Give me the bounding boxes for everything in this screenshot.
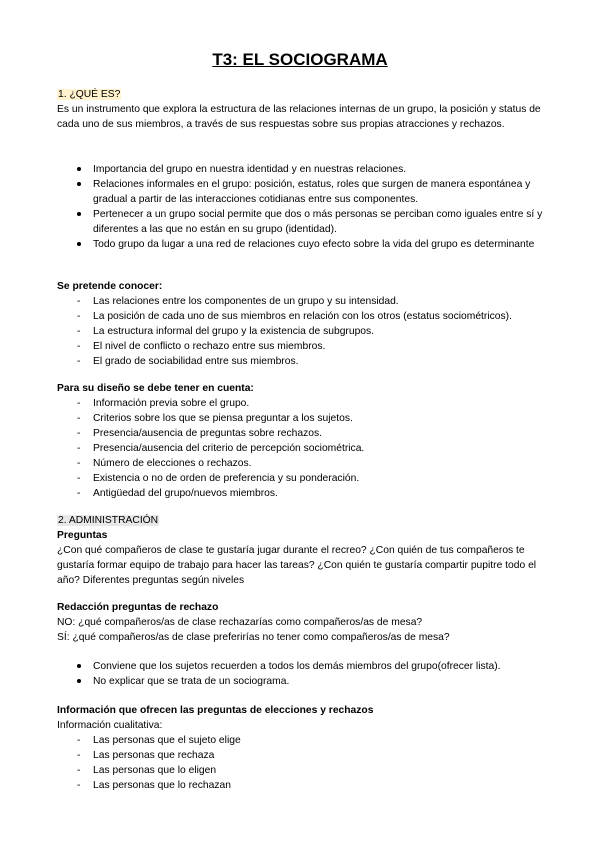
rechazo-no-line: NO: ¿qué compañeros/as de clase rechazarías como compañeros/as de mesa?: [57, 617, 423, 628]
importance-bullet-list: [57, 162, 557, 252]
document-title: T3: EL SOCIOGRAMA: [212, 50, 388, 69]
section-informacion: [57, 703, 557, 793]
list-item: Conviene que los sujetos recuerden a todos los demás miembros del grupo(ofrecer lista).: [57, 659, 557, 674]
section-heading-administracion: 2. ADMINISTRACIÓN: [58, 515, 159, 526]
section-pretende-conocer: [57, 279, 557, 369]
administracion-bullet-list: [57, 659, 557, 689]
list-item: Relaciones informales en el grupo: posición, estatus, roles que surgen de manera espontánea y gradual a partir de las interacciones cotidianas entre sus componentes.: [57, 177, 557, 207]
rechazo-si-line: SÍ: ¿qué compañeros/as de clase preferirías no tener como compañeros/as de mesa?: [57, 632, 450, 643]
section-diseno: [57, 381, 557, 501]
list-item: - Las personas que el sujeto elige: [57, 733, 557, 748]
info-subheading: Información cualitativa:: [57, 720, 163, 731]
list-item: - Presencia/ausencia del criterio de percepción sociométrica.: [57, 441, 557, 456]
section-que-es: [57, 87, 557, 132]
list-item: - Antigüedad del grupo/nuevos miembros.: [57, 486, 557, 501]
section-heading-que-es: 1. ¿QUÉ ES?: [58, 89, 121, 100]
preguntas-paragraph: ¿Con qué compañeros de clase te gustaría jugar durante el recreo? ¿Con quién de tus compañeros te gustaría formar equipo de trabajo para hacer las tareas? ¿Con quién te gustaría compartir pupitre todo el año? Diferentes preguntas según niveles: [57, 545, 537, 586]
list-item: - La posición de cada uno de sus miembros en relación con los otros (estatus sociométricos).: [57, 309, 557, 324]
list-item: - Las personas que lo eligen: [57, 763, 557, 778]
list-item: - Las personas que lo rechazan: [57, 778, 557, 793]
list-item: - El nivel de conflicto o rechazo entre sus miembros.: [57, 339, 557, 354]
list-item: Pertenecer a un grupo social permite que dos o más personas se perciban como iguales entre sí y diferentes a las que no están en su grupo (identidad).: [57, 207, 557, 237]
definition-paragraph: Es un instrumento que explora la estructura de las relaciones internas de un grupo, la posición y status de cada uno de sus miembros, a través de sus respuestas sobre sus propias atracciones y rechazos.: [57, 104, 541, 130]
list-item: - Existencia o no de orden de preferencia y su ponderación.: [57, 471, 557, 486]
list-item: Todo grupo da lugar a una red de relaciones cuyo efecto sobre la vida del grupo es determinante: [57, 237, 557, 252]
list-item: - Número de elecciones o rechazos.: [57, 456, 557, 471]
list-item: Importancia del grupo en nuestra identidad y en nuestras relaciones.: [57, 162, 557, 177]
preguntas-heading: Preguntas: [57, 530, 108, 541]
section-administracion: [57, 513, 557, 588]
info-heading: Información que ofrecen las preguntas de elecciones y rechazos: [57, 705, 374, 716]
rechazo-heading: Redacción preguntas de rechazo: [57, 602, 219, 613]
list-item: - Las personas que rechaza: [57, 748, 557, 763]
list-item: - Presencia/ausencia de preguntas sobre rechazos.: [57, 426, 557, 441]
list-item: - Las relaciones entre los componentes de un grupo y su intensidad.: [57, 294, 557, 309]
section-rechazo: [57, 600, 557, 645]
diseno-heading: Para su diseño se debe tener en cuenta:: [57, 383, 254, 394]
list-item: - El grado de sociabilidad entre sus miembros.: [57, 354, 557, 369]
list-item: No explicar que se trata de un sociograma.: [57, 674, 557, 689]
pretende-heading: Se pretende conocer:: [57, 281, 163, 292]
list-item: - La estructura informal del grupo y la existencia de subgrupos.: [57, 324, 557, 339]
list-item: - Criterios sobre los que se piensa preguntar a los sujetos.: [57, 411, 557, 426]
list-item: - Información previa sobre el grupo.: [57, 396, 557, 411]
